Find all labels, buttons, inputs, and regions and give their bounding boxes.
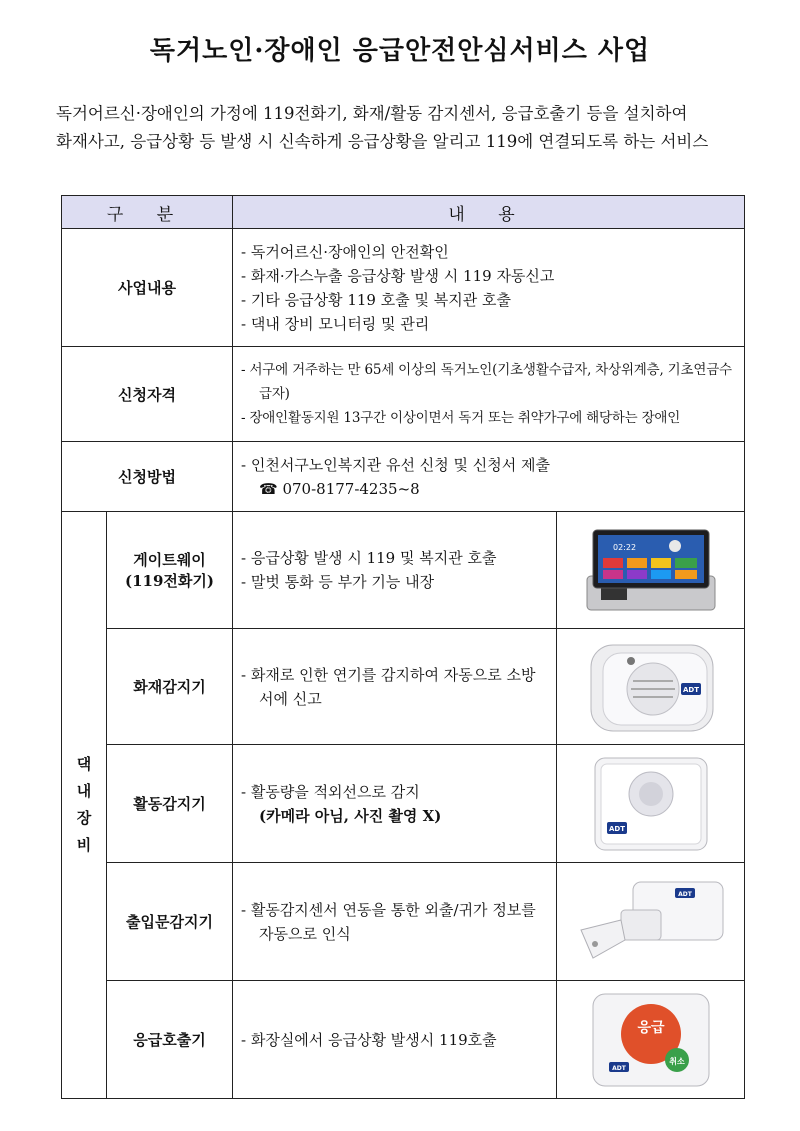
row-label-business: 사업내용 bbox=[62, 229, 233, 347]
equipment-name-gateway: 게이트웨이 (119전화기) bbox=[107, 512, 233, 629]
equipment-name-door: 출입문감지기 bbox=[107, 863, 233, 981]
page-title: 독거노인·장애인 응급안전안심서비스 사업 bbox=[149, 36, 651, 66]
svg-text:ADT: ADT bbox=[608, 824, 625, 833]
svg-text:취소: 취소 bbox=[668, 1056, 685, 1066]
equipment-content-emergency bbox=[233, 981, 557, 1099]
svg-text:02:22: 02:22 bbox=[612, 543, 636, 552]
row-content-eligibility bbox=[233, 347, 745, 442]
table-row bbox=[62, 981, 745, 1099]
motion-note: (카메라 아님, 사진 촬영 X) bbox=[259, 806, 442, 825]
list-item: - 댁내 장비 모니터링 및 관리 bbox=[241, 314, 430, 333]
row-content-business bbox=[233, 229, 745, 347]
list-item: - 서구에 거주하는 만 65세 이상의 독거노인(기초생활수급자, 차상위계층, 기초연금수급자) bbox=[241, 362, 732, 402]
motion-sensor-icon bbox=[557, 745, 745, 863]
row-label-application: 신청방법 bbox=[62, 442, 233, 512]
svg-text:ADT: ADT bbox=[677, 890, 692, 898]
intro-line-2: 화재사고, 응급상황 등 발생 시 신속하게 응급상황을 알리고 119에 연결되도록 하는 서비스 bbox=[56, 132, 709, 151]
list-item: - 활동량을 적외선으로 감지 bbox=[241, 782, 420, 801]
door-sensor-icon bbox=[557, 863, 745, 981]
intro-text bbox=[56, 100, 756, 156]
table-row bbox=[62, 442, 745, 512]
equipment-name-emergency: 응급호출기 bbox=[107, 981, 233, 1099]
table-row bbox=[62, 347, 745, 442]
list-item: - 말벗 통화 등 부가 기능 내장 bbox=[241, 573, 435, 591]
header-content: 내 용 bbox=[233, 196, 745, 229]
equipment-content-motion bbox=[233, 745, 557, 863]
list-item: - 장애인활동지원 13구간 이상이면서 독거 또는 취약가구에 해당하는 장애인 bbox=[241, 410, 681, 426]
equipment-group-label: 댁 내 장 비 bbox=[62, 512, 107, 1099]
list-item: - 기타 응급상황 119 호출 및 복지관 호출 bbox=[241, 290, 511, 309]
list-item: - 화재·가스누출 응급상황 발생 시 119 자동신고 bbox=[241, 266, 555, 285]
service-table bbox=[61, 195, 745, 1099]
emergency-button-icon bbox=[557, 981, 745, 1099]
list-item: - 활동감지센서 연동을 통한 외출/귀가 정보를 자동으로 인식 bbox=[241, 900, 536, 943]
header-category: 구 분 bbox=[62, 196, 233, 229]
equipment-name-smoke: 화재감지기 bbox=[107, 629, 233, 745]
phone-number: ☎ 070-8177-4235~8 bbox=[259, 479, 420, 498]
list-item: - 독거어르신·장애인의 안전확인 bbox=[241, 242, 449, 261]
intro-line-1: 독거어르신·장애인의 가정에 119전화기, 화재/활동 감지센서, 응급호출기 등을 설치하여 bbox=[56, 104, 688, 123]
equipment-content-gateway bbox=[233, 512, 557, 629]
list-item: - 화장실에서 응급상황 발생시 119호출 bbox=[241, 1030, 497, 1049]
equipment-name-motion: 활동감지기 bbox=[107, 745, 233, 863]
table-row bbox=[62, 629, 745, 745]
row-content-application bbox=[233, 442, 745, 512]
table-row bbox=[62, 512, 745, 629]
svg-text:응급: 응급 bbox=[636, 1019, 665, 1036]
svg-text:ADT: ADT bbox=[611, 1064, 626, 1072]
gateway-device-icon bbox=[557, 512, 745, 629]
list-item: - 화재로 인한 연기를 감지하여 자동으로 소방서에 신고 bbox=[241, 665, 536, 708]
svg-text:ADT: ADT bbox=[682, 685, 699, 694]
list-item: - 응급상황 발생 시 119 및 복지관 호출 bbox=[241, 549, 497, 567]
table-row bbox=[62, 863, 745, 981]
row-label-eligibility: 신청자격 bbox=[62, 347, 233, 442]
list-item: - 인천서구노인복지관 유선 신청 및 신청서 제출 bbox=[241, 455, 550, 474]
smoke-detector-icon bbox=[557, 629, 745, 745]
table-header bbox=[62, 196, 745, 229]
equipment-content-smoke bbox=[233, 629, 557, 745]
table-row bbox=[62, 745, 745, 863]
equipment-content-door bbox=[233, 863, 557, 981]
table-row bbox=[62, 229, 745, 347]
